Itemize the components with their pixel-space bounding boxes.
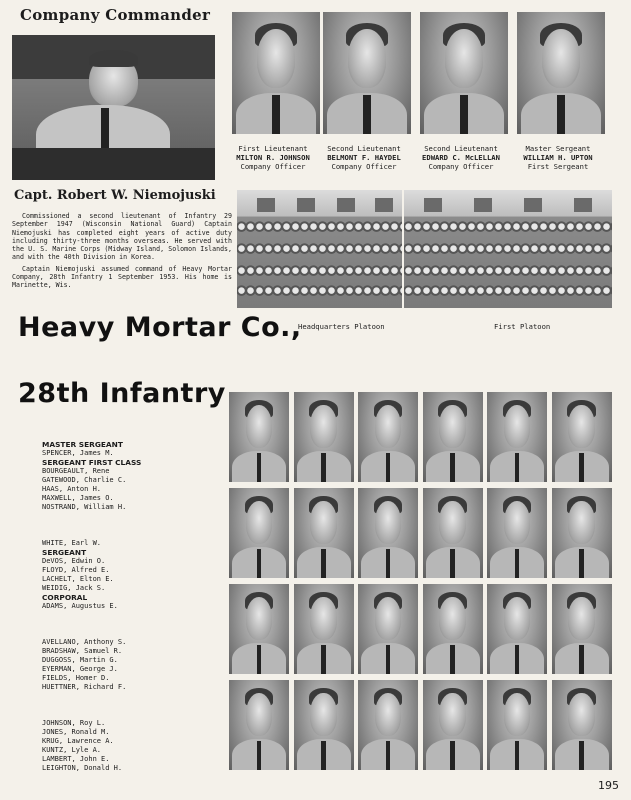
officer-rank: Second Lieutenant bbox=[327, 144, 401, 153]
officer-caption bbox=[505, 144, 611, 171]
enlisted-portrait bbox=[487, 584, 547, 674]
officer-portrait bbox=[323, 12, 411, 134]
commander-photo bbox=[12, 35, 215, 180]
officer-portrait bbox=[517, 12, 605, 134]
officer-role: First Sergeant bbox=[527, 162, 589, 171]
bio-paragraph: Commissioned a second lieutenant of Infantry 29 September 1947 (Wisconsin National Guard) Captain Niemojuski has completed eight years of active duty including thirty-three months overseas. He served with the U. S. Marine Corps (Midway Island, Solomon Islands, and with the 40th Division in Korea. bbox=[12, 212, 232, 262]
enlisted-portrait bbox=[229, 488, 289, 578]
enlisted-portrait bbox=[358, 392, 418, 482]
headquarters-platoon-caption: Headquarters Platoon bbox=[298, 322, 385, 331]
officer-name: WILLIAM H. UPTON bbox=[523, 153, 593, 162]
roster-name: AVELLANO, Anthony S. bbox=[42, 638, 127, 646]
commander-name: Capt. Robert W. Niemojuski bbox=[14, 188, 216, 203]
roster-name: DUGGOSS, Martin G. bbox=[42, 656, 118, 664]
roster-name: LEIGHTON, Donald H. bbox=[42, 764, 123, 772]
officer-caption bbox=[408, 144, 514, 171]
first-platoon-photo bbox=[404, 190, 612, 308]
roster-name: FIELDS, Homer D. bbox=[42, 674, 110, 682]
roster-name: ADAMS, Augustus E. bbox=[42, 602, 118, 610]
page-number: 195 bbox=[598, 779, 619, 792]
bio-paragraph: Captain Niemojuski assumed command of Heavy Mortar Company, 28th Infantry 1 September 1953. His home is Marinette, Wis. bbox=[12, 264, 232, 290]
officer-role: Company Officer bbox=[331, 162, 397, 171]
enlisted-portrait bbox=[358, 680, 418, 770]
enlisted-portrait bbox=[294, 488, 354, 578]
section-title: Company Commander bbox=[20, 6, 211, 24]
roster-name: BRADSHAW, Samuel R. bbox=[42, 647, 123, 655]
enlisted-portrait bbox=[294, 584, 354, 674]
enlisted-portrait bbox=[358, 488, 418, 578]
roster-name: DeVOS, Edwin O. bbox=[42, 557, 106, 565]
unit-title-line1: Heavy Mortar Co., bbox=[18, 312, 302, 343]
officer-name: MILTON R. JOHNSON bbox=[236, 153, 310, 162]
roster-name: KUNTZ, Lyle A. bbox=[42, 746, 102, 754]
enlisted-portrait bbox=[552, 392, 612, 482]
roster-name: BOURGEAULT, Rene bbox=[42, 467, 110, 475]
roster-name: HUETTNER, Richard F. bbox=[42, 683, 127, 691]
roster-list bbox=[42, 440, 212, 773]
roster-name: NOSTRAND, William H. bbox=[42, 503, 127, 511]
commander-bio bbox=[12, 212, 232, 293]
officer-rank: First Lieutenant bbox=[238, 144, 308, 153]
enlisted-portrait bbox=[423, 680, 483, 770]
enlisted-portrait bbox=[487, 680, 547, 770]
officer-role: Company Officer bbox=[240, 162, 306, 171]
roster-name: FLOYD, Alfred E. bbox=[42, 566, 110, 574]
roster-name: LAMBERT, John E. bbox=[42, 755, 110, 763]
enlisted-portrait bbox=[552, 680, 612, 770]
first-platoon-caption: First Platoon bbox=[494, 322, 551, 331]
roster-rank-heading: SERGEANT FIRST CLASS bbox=[42, 458, 142, 467]
enlisted-portrait bbox=[229, 584, 289, 674]
roster-gap bbox=[42, 692, 212, 719]
roster-gap bbox=[42, 512, 212, 539]
roster-name: JONES, Ronald M. bbox=[42, 728, 110, 736]
enlisted-portrait bbox=[423, 488, 483, 578]
roster-name: WEIDIG, Jack S. bbox=[42, 584, 106, 592]
officer-portrait bbox=[232, 12, 320, 134]
roster-name: LACHELT, Elton E. bbox=[42, 575, 114, 583]
roster-name: HAAS, Anton H. bbox=[42, 485, 102, 493]
enlisted-portrait bbox=[552, 488, 612, 578]
roster-name: MAXWELL, James O. bbox=[42, 494, 114, 502]
enlisted-portrait bbox=[423, 392, 483, 482]
enlisted-portrait bbox=[358, 584, 418, 674]
officer-portrait bbox=[420, 12, 508, 134]
officer-name: BELMONT F. HAYDEL bbox=[327, 153, 401, 162]
enlisted-portrait bbox=[229, 680, 289, 770]
enlisted-portrait bbox=[552, 584, 612, 674]
roster-rank-heading: MASTER SERGEANT bbox=[42, 440, 123, 449]
unit-title-line2: 28th Infantry bbox=[18, 378, 226, 409]
roster-name: EYERMAN, George J. bbox=[42, 665, 118, 673]
officer-rank: Second Lieutenant bbox=[424, 144, 498, 153]
roster-name: JOHNSON, Roy L. bbox=[42, 719, 106, 727]
enlisted-portrait bbox=[229, 392, 289, 482]
enlisted-portrait bbox=[487, 392, 547, 482]
headquarters-platoon-photo bbox=[237, 190, 402, 308]
roster-gap bbox=[42, 611, 212, 638]
roster-rank-heading: SERGEANT bbox=[42, 548, 87, 557]
officer-rank: Master Sergeant bbox=[525, 144, 591, 153]
enlisted-portrait bbox=[294, 680, 354, 770]
roster-name: SPENCER, James M. bbox=[42, 449, 114, 457]
officer-caption bbox=[311, 144, 417, 171]
enlisted-portrait bbox=[294, 392, 354, 482]
enlisted-portrait bbox=[487, 488, 547, 578]
roster-name: GATEWOOD, Charlie C. bbox=[42, 476, 127, 484]
officer-name: EDWARD C. McLELLAN bbox=[422, 153, 500, 162]
roster-rank-heading: CORPORAL bbox=[42, 593, 88, 602]
officer-role: Company Officer bbox=[428, 162, 494, 171]
roster-name: WHITE, Earl W. bbox=[42, 539, 102, 547]
enlisted-portrait bbox=[423, 584, 483, 674]
roster-name: KRUG, Lawrence A. bbox=[42, 737, 114, 745]
